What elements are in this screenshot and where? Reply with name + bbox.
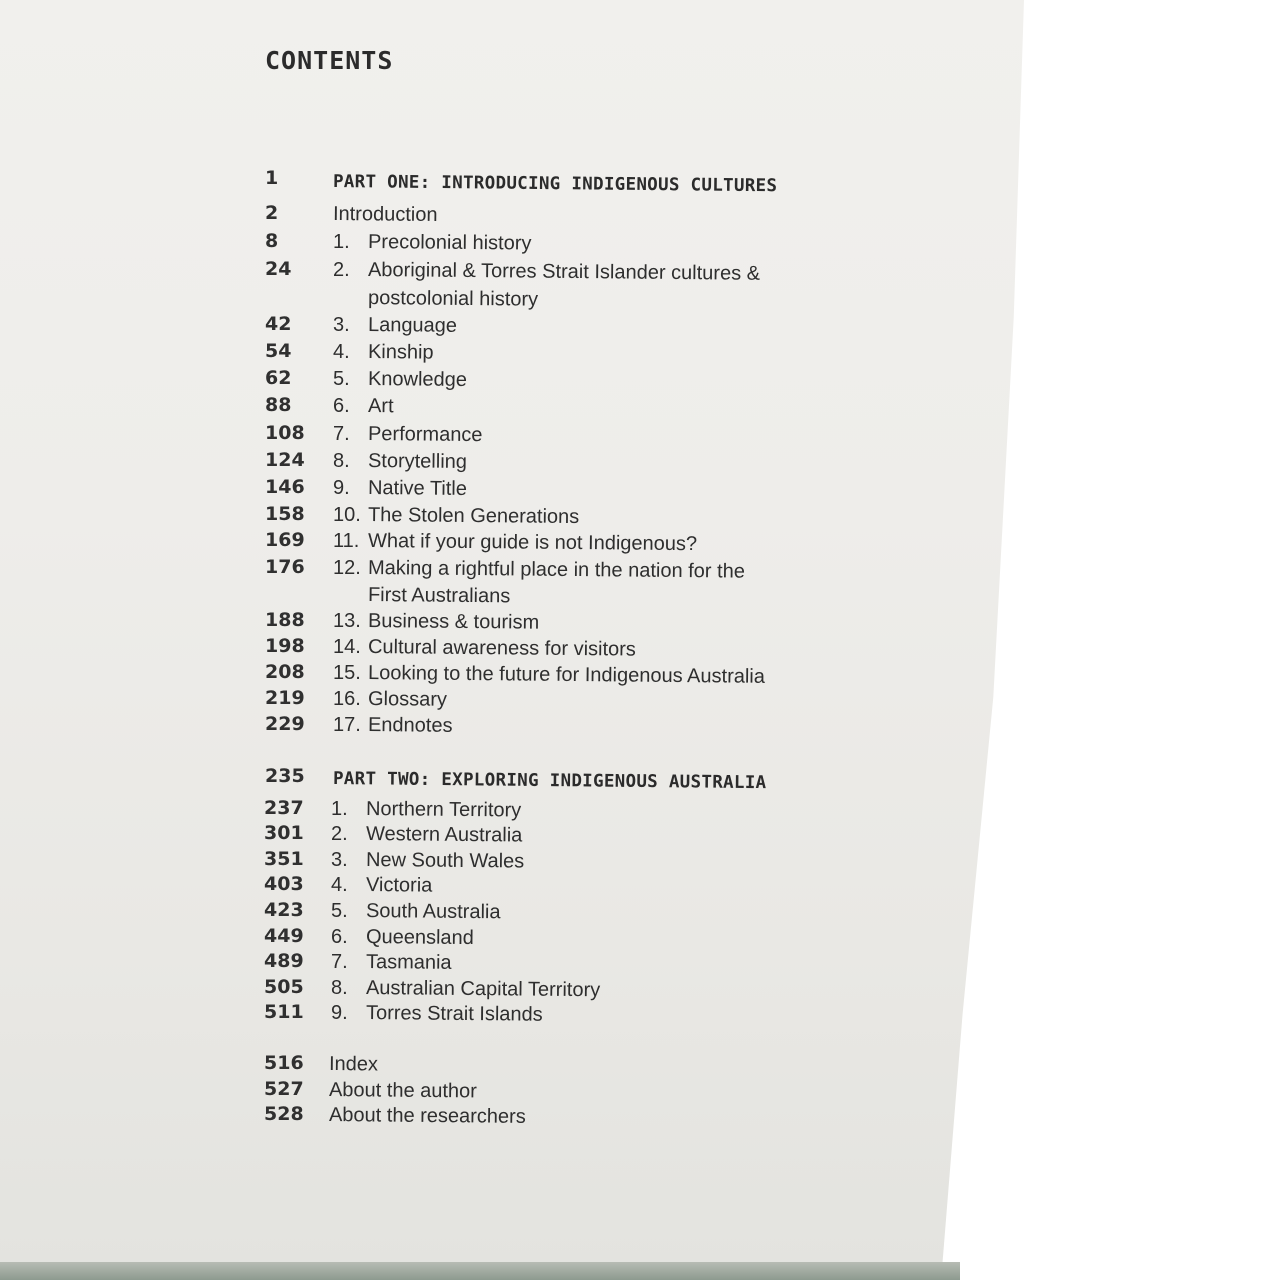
toc-entry-title: New South Wales bbox=[365, 849, 525, 873]
toc-page-number: 198 bbox=[265, 635, 305, 657]
toc-entry-title: What if your guide is not Indigenous? bbox=[367, 530, 698, 556]
toc-chapter-number: 11. bbox=[333, 530, 360, 552]
toc-page-number: 237 bbox=[264, 797, 304, 819]
toc-chapter-number: 8. bbox=[333, 450, 350, 472]
toc-chapter-number: 6. bbox=[333, 395, 350, 417]
part-one-page-number: 1 bbox=[265, 167, 279, 189]
toc-page-number: 108 bbox=[265, 422, 305, 444]
toc-entry-title: Northern Territory bbox=[365, 798, 522, 822]
toc-entry-title: Native Title bbox=[367, 477, 468, 500]
toc-entry-title: South Australia bbox=[365, 900, 501, 924]
toc-page-number: 423 bbox=[264, 899, 304, 921]
toc-entry-title: The Stolen Generations bbox=[367, 504, 580, 529]
toc-entry-title: Art bbox=[367, 395, 394, 418]
toc-chapter-number: 17. bbox=[333, 714, 361, 736]
toc-page-number: 449 bbox=[264, 925, 304, 947]
toc-entry-title: Australian Capital Territory bbox=[365, 977, 601, 1002]
toc-entry-title: Victoria bbox=[365, 874, 433, 897]
toc-page-number: 403 bbox=[264, 873, 304, 895]
toc-chapter-number: 1. bbox=[331, 798, 348, 820]
toc-chapter-number: 7. bbox=[333, 423, 350, 445]
toc-page-number: 301 bbox=[264, 822, 304, 844]
part-two-page-number: 235 bbox=[265, 765, 305, 787]
toc-chapter-number: 8. bbox=[331, 977, 348, 999]
toc-entry-title: Aboriginal & Torres Strait Islander cultures & bbox=[367, 259, 761, 285]
toc-entry-title: Kinship bbox=[367, 341, 434, 364]
page-bottom-shadow bbox=[0, 1262, 960, 1280]
toc-chapter-number: 2. bbox=[331, 823, 348, 845]
toc-chapter-number: 5. bbox=[331, 900, 348, 922]
toc-chapter-number: 6. bbox=[331, 926, 348, 948]
part-two-title: PART TWO: EXPLORING INDIGENOUS AUSTRALIA bbox=[332, 769, 767, 794]
toc-entry-title: Looking to the future for Indigenous Australia bbox=[367, 662, 766, 688]
toc-chapter-number: 12. bbox=[333, 557, 361, 579]
toc-entry-title: Torres Strait Islands bbox=[365, 1002, 543, 1026]
toc-entry-title-continuation: First Australians bbox=[367, 584, 511, 608]
toc-page-number: 516 bbox=[264, 1052, 304, 1074]
toc-entry-title: Language bbox=[367, 314, 458, 337]
toc-page-number: 146 bbox=[265, 476, 305, 498]
toc-entry-title: Tasmania bbox=[365, 951, 452, 974]
toc-entry-title: Performance bbox=[367, 423, 483, 447]
toc-chapter-number: 13. bbox=[333, 610, 361, 632]
toc-entry-title: Glossary bbox=[367, 688, 448, 711]
toc-page-number: 169 bbox=[265, 529, 305, 551]
toc-entry-title-continuation: postcolonial history bbox=[367, 287, 539, 311]
toc-chapter-number: 10. bbox=[333, 504, 361, 526]
toc-page-number: 158 bbox=[265, 503, 305, 525]
toc-page-number: 351 bbox=[264, 848, 304, 870]
toc-entry-title: Queensland bbox=[365, 926, 474, 950]
toc-page-number: 489 bbox=[264, 950, 304, 972]
toc-page-number: 528 bbox=[264, 1103, 304, 1125]
toc-entry-title: About the researchers bbox=[328, 1104, 526, 1128]
toc-entry-title: Introduction bbox=[332, 203, 438, 227]
toc-entry-title: Western Australia bbox=[365, 823, 523, 847]
toc-chapter-number: 15. bbox=[333, 662, 361, 684]
toc-page-number: 229 bbox=[265, 713, 305, 735]
toc-entry-title: Precolonial history bbox=[367, 231, 532, 255]
toc-entry-title: Knowledge bbox=[367, 368, 468, 391]
toc-page-number: 54 bbox=[265, 340, 292, 362]
contents-heading: CONTENTS bbox=[265, 46, 394, 75]
toc-page-number: 42 bbox=[265, 313, 292, 335]
toc-entry-title: Index bbox=[328, 1053, 379, 1076]
toc-chapter-number: 4. bbox=[331, 874, 348, 896]
toc-page-number: 88 bbox=[265, 394, 292, 416]
toc-chapter-number: 7. bbox=[331, 951, 348, 973]
toc-page-number: 62 bbox=[265, 367, 292, 389]
toc-page-number: 124 bbox=[265, 449, 305, 471]
toc-chapter-number: 3. bbox=[333, 314, 350, 336]
toc-page-number: 219 bbox=[265, 687, 305, 709]
toc-page-number: 2 bbox=[265, 202, 279, 224]
toc-entry-title: About the author bbox=[328, 1079, 477, 1103]
toc-chapter-number: 9. bbox=[333, 477, 350, 499]
toc-page-number: 24 bbox=[265, 258, 292, 280]
toc-chapter-number: 9. bbox=[331, 1002, 348, 1024]
toc-page-number: 176 bbox=[265, 556, 305, 578]
toc-chapter-number: 14. bbox=[333, 636, 361, 658]
toc-entry-title: Business & tourism bbox=[367, 610, 540, 634]
toc-chapter-number: 16. bbox=[333, 688, 361, 710]
toc-chapter-number: 2. bbox=[333, 259, 350, 281]
toc-page-number: 505 bbox=[264, 976, 304, 998]
toc-entry-title: Making a rightful place in the nation for the bbox=[367, 557, 745, 583]
toc-page-number: 188 bbox=[265, 609, 305, 631]
toc-chapter-number: 1. bbox=[333, 231, 350, 253]
toc-chapter-number: 4. bbox=[333, 341, 350, 363]
toc-chapter-number: 3. bbox=[331, 849, 348, 871]
toc-page-number: 208 bbox=[265, 661, 305, 683]
toc-chapter-number: 5. bbox=[333, 368, 350, 390]
toc-page-number: 527 bbox=[264, 1078, 304, 1100]
toc-entry-title: Cultural awareness for visitors bbox=[367, 636, 636, 661]
toc-page-number: 511 bbox=[264, 1001, 304, 1023]
toc-entry-title: Storytelling bbox=[367, 450, 468, 473]
toc-page-number: 8 bbox=[265, 230, 279, 252]
part-one-title: PART ONE: INTRODUCING INDIGENOUS CULTURES bbox=[332, 172, 778, 197]
toc-entry-title: Endnotes bbox=[367, 714, 453, 737]
